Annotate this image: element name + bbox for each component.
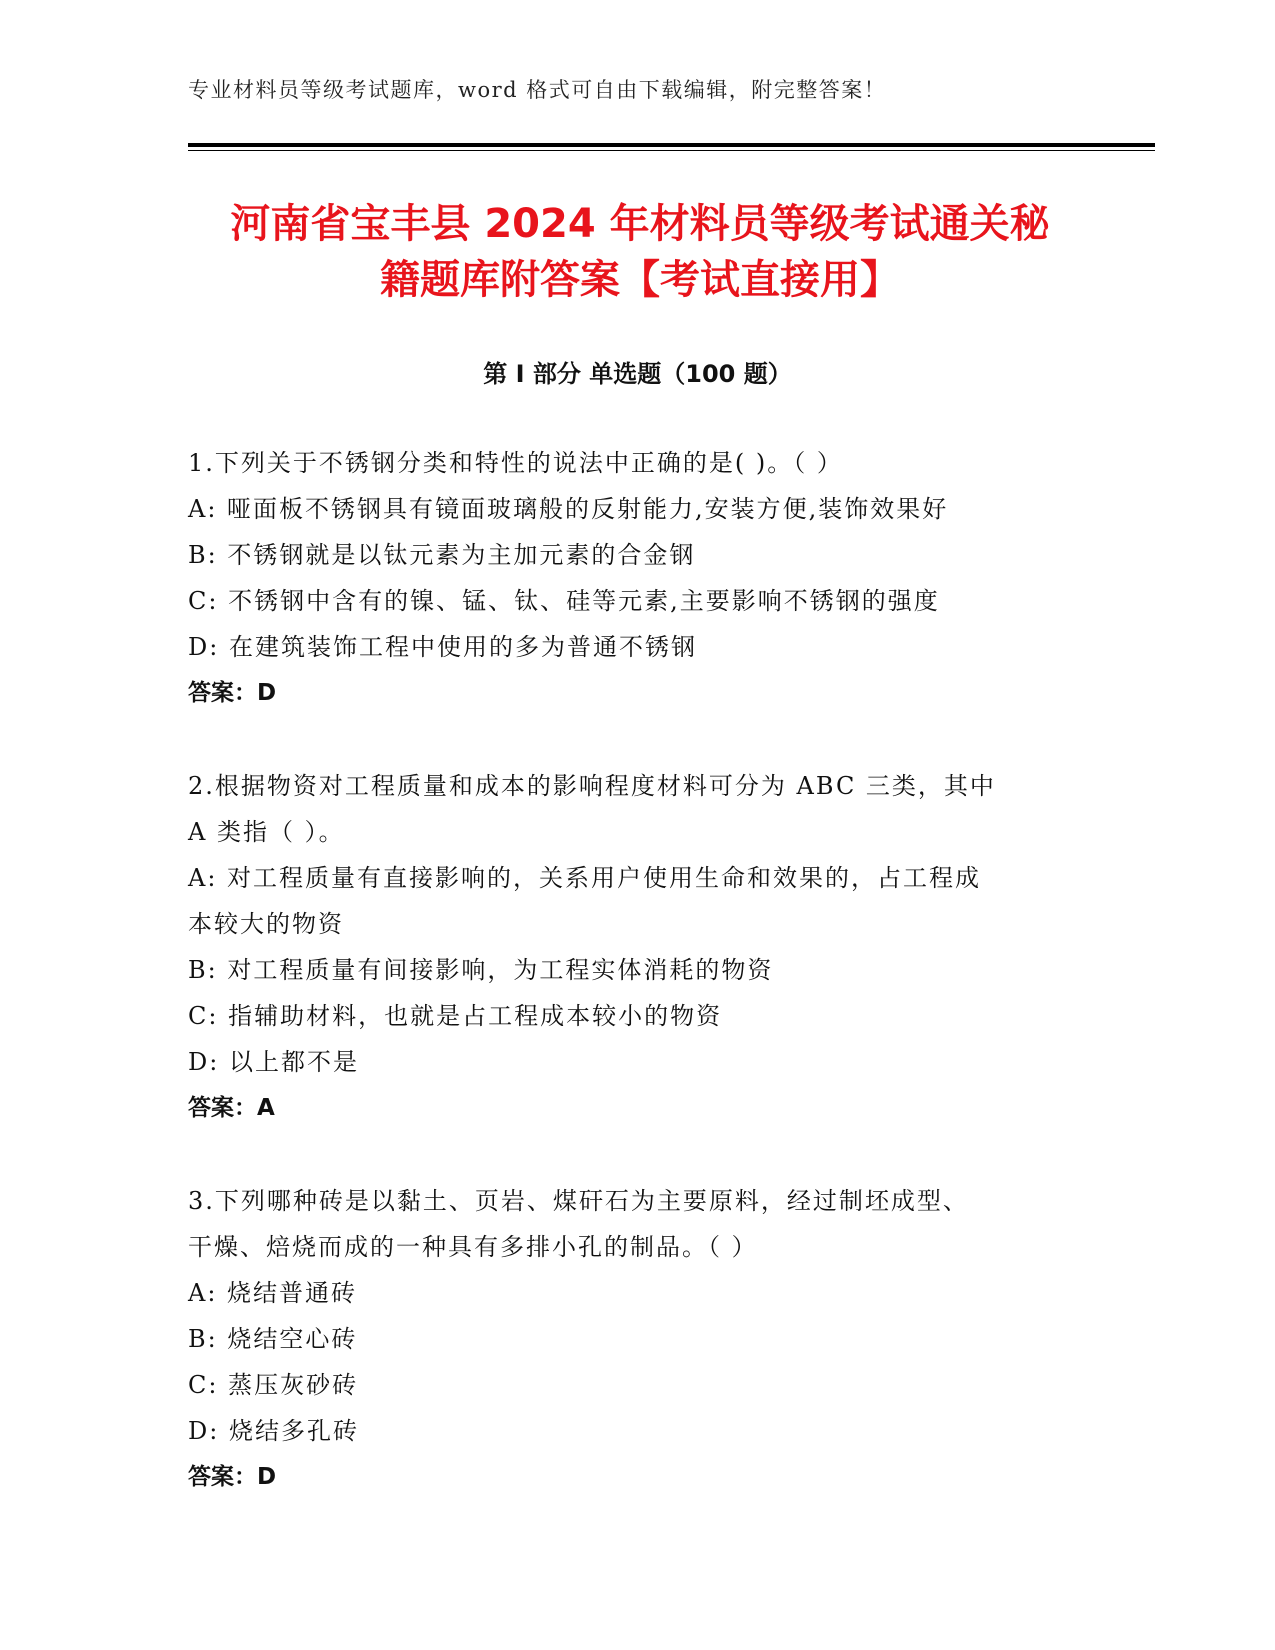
question-1 [188, 440, 1088, 716]
section-heading: 第 I 部分 单选题（100 题） [483, 360, 792, 388]
answer-label: 答案：A [188, 1095, 275, 1121]
option-a: A: 对工程质量有直接影响的，关系用户使用生命和效果的，占工程成 [188, 864, 982, 892]
document-title [150, 196, 1130, 308]
option-b: B: 烧结空心砖 [188, 1325, 358, 1353]
question-stem-continued: A 类指（ ）。 [188, 818, 345, 846]
page-header-note: 专业材料员等级考试题库，word 格式可自由下载编辑，附完整答案！ [188, 78, 887, 102]
question-stem-continued: 干燥、焙烧而成的一种具有多排小孔的制品。（ ） [188, 1233, 758, 1261]
option-b: B: 对工程质量有间接影响，为工程实体消耗的物资 [188, 956, 774, 984]
option-c: C: 指辅助材料，也就是占工程成本较小的物资 [188, 1002, 723, 1030]
option-d: D: 在建筑装饰工程中使用的多为普通不锈钢 [188, 633, 697, 661]
header-rule-thin [188, 150, 1155, 151]
question-stem: 1.下列关于不锈钢分类和特性的说法中正确的是( )。（ ） [188, 449, 843, 477]
document-title-line-2: 籍题库附答案【考试直接用】 [380, 257, 900, 303]
answer-label: 答案：D [188, 1464, 277, 1490]
option-d: D: 烧结多孔砖 [188, 1417, 359, 1445]
question-stem: 2.根据物资对工程质量和成本的影响程度材料可分为 ABC 三类，其中 [188, 772, 996, 800]
option-c: C: 蒸压灰砂砖 [188, 1371, 359, 1399]
document-title-line-1: 河南省宝丰县 2024 年材料员等级考试通关秘 [230, 201, 1050, 247]
option-a: A: 烧结普通砖 [188, 1279, 358, 1307]
question-3 [188, 1178, 1088, 1500]
option-c: C: 不锈钢中含有的镍、锰、钛、硅等元素,主要影响不锈钢的强度 [188, 587, 940, 615]
question-2 [188, 763, 1088, 1131]
question-stem: 3.下列哪种砖是以黏土、页岩、煤矸石为主要原料，经过制坯成型、 [188, 1187, 969, 1215]
option-d: D: 以上都不是 [188, 1048, 359, 1076]
option-a: A: 哑面板不锈钢具有镜面玻璃般的反射能力,安装方便,装饰效果好 [188, 495, 949, 523]
answer-label: 答案：D [188, 680, 277, 706]
option-a-continued: 本较大的物资 [188, 910, 344, 938]
question-list [188, 440, 1088, 1547]
option-b: B: 不锈钢就是以钛元素为主加元素的合金钢 [188, 541, 696, 569]
header-rule-thick [188, 143, 1155, 147]
